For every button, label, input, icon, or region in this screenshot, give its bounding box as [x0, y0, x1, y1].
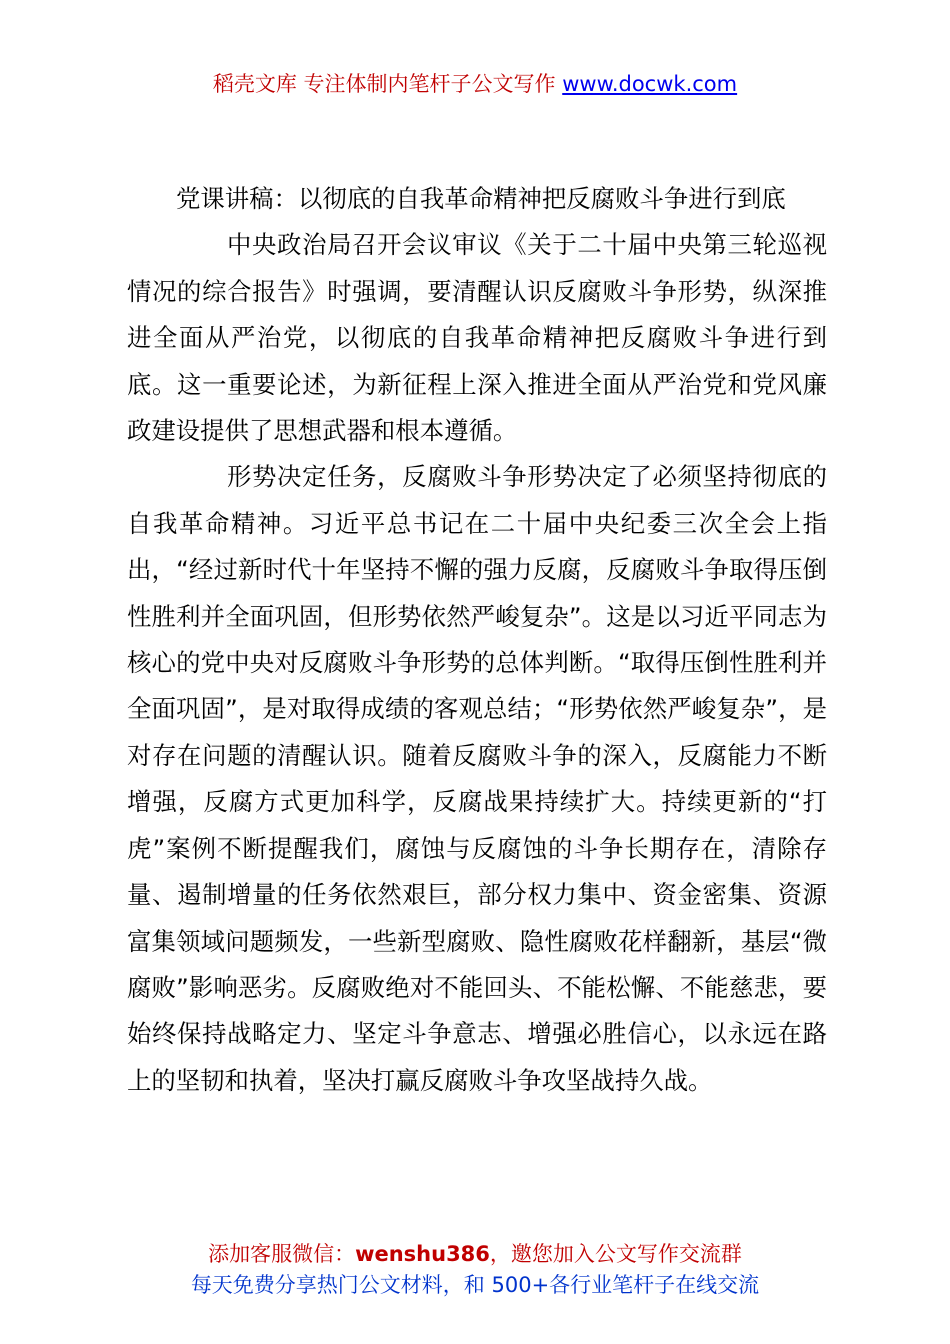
footer-contact-prefix: 添加客服微信：: [208, 1242, 356, 1266]
page-footer: [0, 1239, 950, 1301]
document-body: [127, 176, 827, 1104]
footer-contact-suffix: ，邀您加入公文写作交流群: [489, 1242, 742, 1266]
page-header: [0, 70, 950, 98]
footer-wechat-id: wenshu386: [355, 1242, 490, 1266]
header-website-link[interactable]: www.docwk.com: [562, 72, 738, 96]
document-title: 党课讲稿：以彻底的自我革命精神把反腐败斗争进行到底: [176, 184, 786, 213]
document-paragraph-1: 中央政治局召开会议审议《关于二十届中央第三轮巡视情况的综合报告》时强调，要清醒认识反腐败斗争形势，纵深推进全面从严治党，以彻底的自我革命精神把反腐败斗争进行到底。这一重要论述，为新征程上深入推进全面从严治党和党风廉政建设提供了思想武器和根本遵循。: [127, 230, 827, 446]
header-brand-text: 稻壳文库 专注体制内笔杆子公文写作: [212, 72, 563, 96]
footer-promo-line: 每天免费分享热门公文材料，和 500+各行业笔杆子在线交流: [190, 1273, 760, 1297]
document-paragraph-2: 形势决定任务，反腐败斗争形势决定了必须坚持彻底的自我革命精神。习近平总书记在二十届中央纪委三次全会上指出，“经过新时代十年坚持不懈的强力反腐，反腐败斗争取得压倒性胜利并全面巩固，但形势依然严峻复杂”。这是以习近平同志为核心的党中央对反腐败斗争形势的总体判断。“取得压倒性胜利并全面巩固”，是对取得成绩的客观总结；“形势依然严峻复杂”，是对存在问题的清醒认识。随着反腐败斗争的深入，反腐能力不断增强，反腐方式更加科学，反腐战果持续扩大。持续更新的“打虎”案例不断提醒我们，腐蚀与反腐蚀的斗争长期存在，清除存量、遏制增量的任务依然艰巨，部分权力集中、资金密集、资源富集领域问题频发，一些新型腐败、隐性腐败花样翻新，基层“微腐败”影响恶劣。反腐败绝对不能回头、不能松懈、不能慈悲，要始终保持战略定力、坚定斗争意志、增强必胜信心，以永远在路上的坚韧和执着，坚决打赢反腐败斗争攻坚战持久战。: [127, 462, 827, 1095]
footer-contact-line: [0, 1239, 950, 1270]
